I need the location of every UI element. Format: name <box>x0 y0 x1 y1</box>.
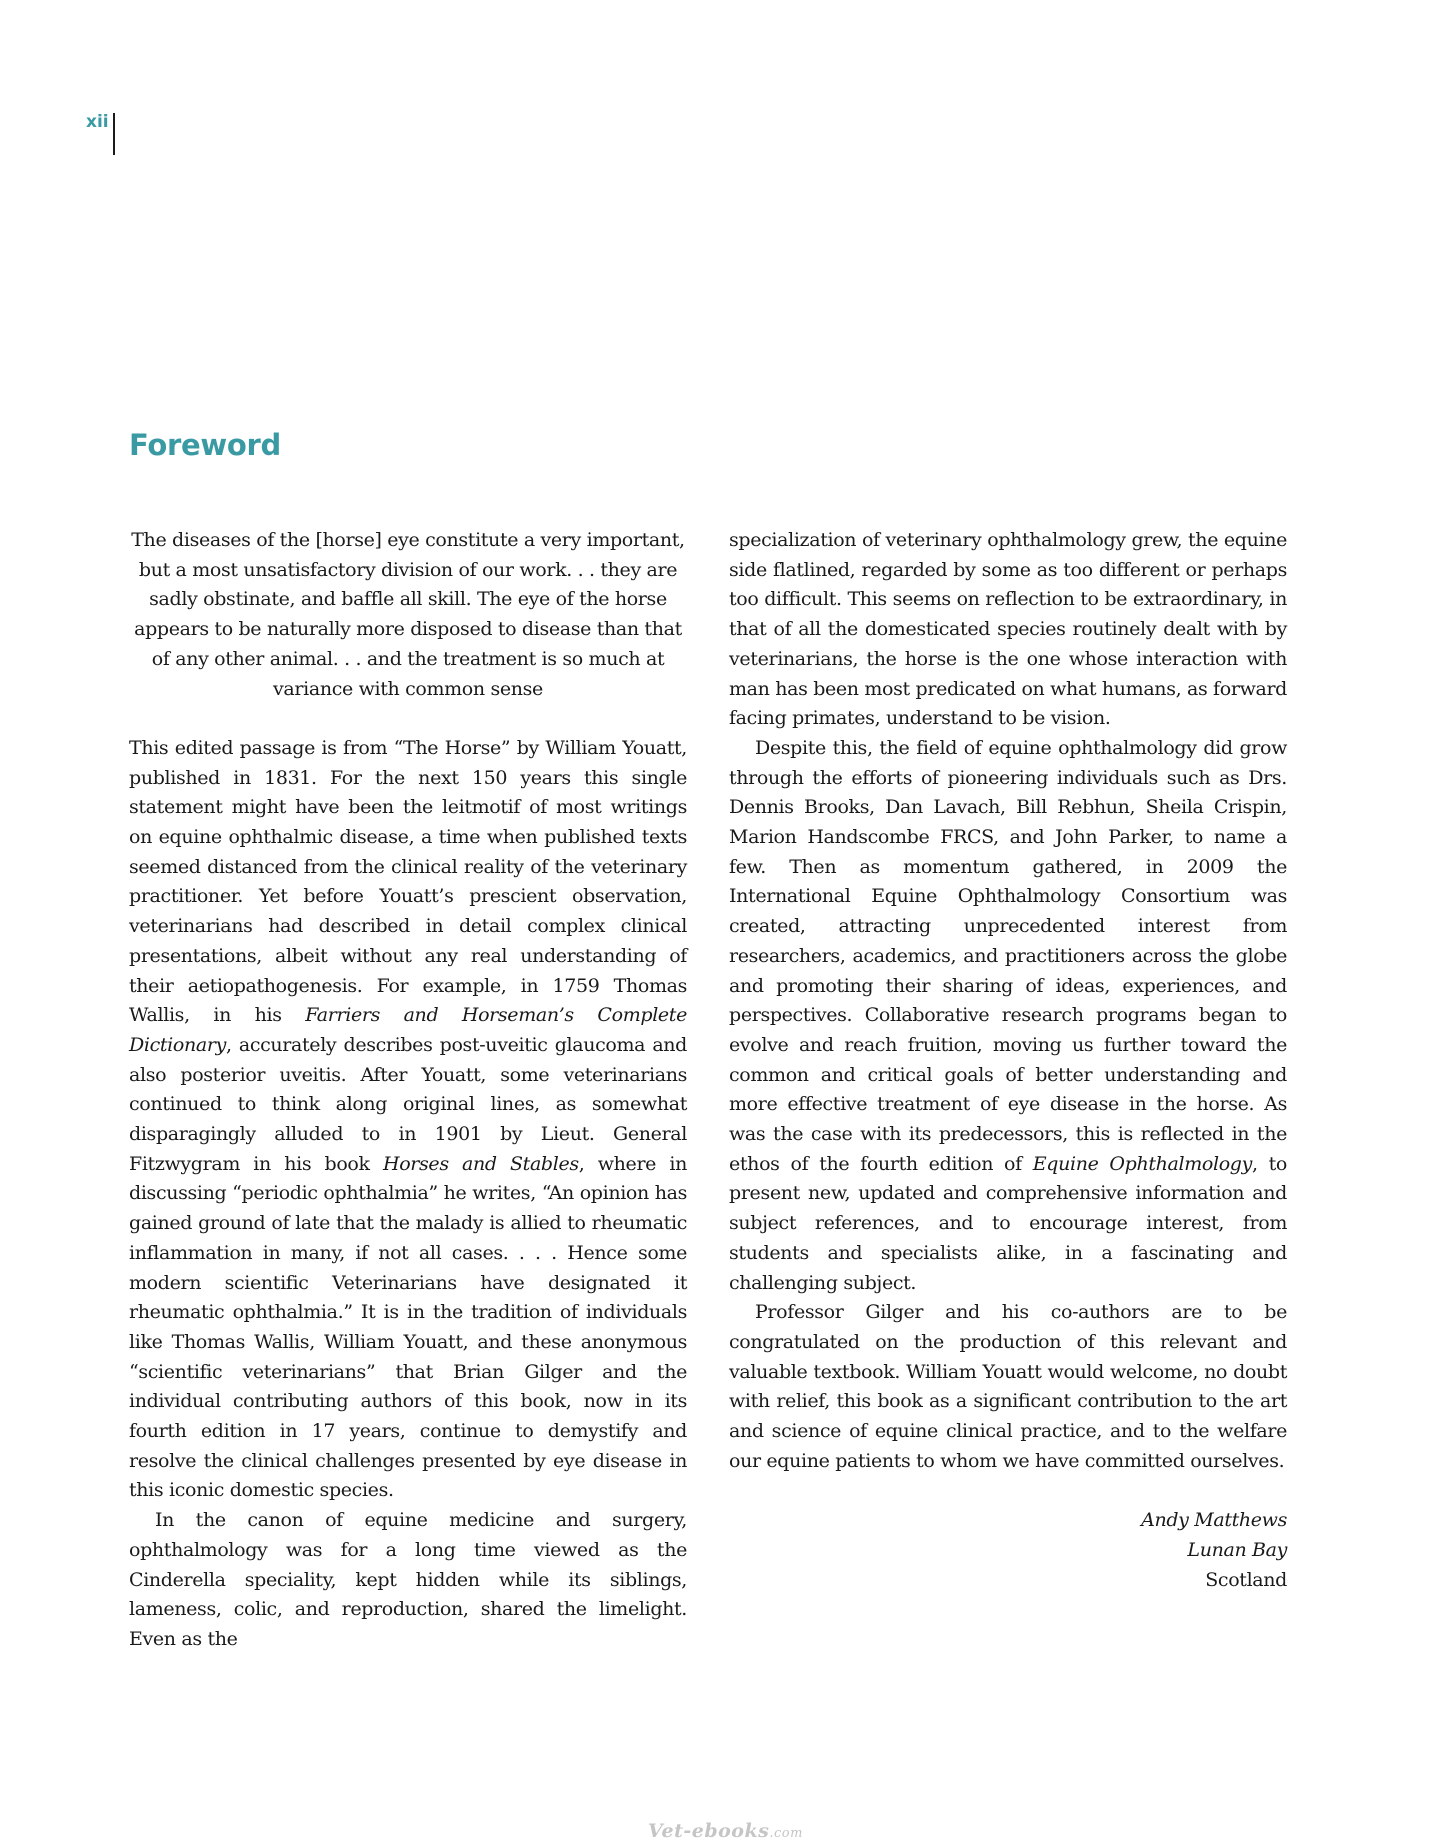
text-run: , where in discussing “periodic ophthalmia” he writes, “An opinion has gained ground of late that the malady is allied to rheumatic inflammation in many, if not all cases. . . . Hence some modern scientific Veterinarians have designated it rheumatic ophthalmia.” It is in the tradition of individuals like Thomas Wallis, William Youatt, and these anonymous “scientific veterinarians” that Brian Gilger and the individual contributing authors of this book, now in its fourth edition in 17 years, continue to demystify and resolve the clinical challenges presented by eye disease in this iconic domestic species. <box>129 1152 687 1502</box>
right-column <box>729 526 1287 1595</box>
paragraph <box>729 734 1287 1298</box>
author-name: Andy Matthews <box>1141 1509 1287 1532</box>
paragraph <box>129 734 687 1506</box>
author-country: Scotland <box>1205 1568 1287 1591</box>
text-run: This edited passage is from “The Horse” by William Youatt, published in 1831. For the next 150 years this single statement might have been the leitmotif of most writings on equine ophthalmic disease, a time when published texts seemed distanced from the clinical reality of the veterinary practitioner. Yet before Youatt’s prescient observation, veterinarians had described in detail complex clinical presentations, albeit without any real understanding of their aetiopathogenesis. For example, in 1759 Thomas Wallis, in his <box>129 736 687 1027</box>
watermark-text: Vet-ebooks <box>648 1820 770 1842</box>
page-number: xii <box>86 112 109 132</box>
page-number-rule <box>113 113 115 155</box>
author-location: Lunan Bay <box>1187 1538 1287 1561</box>
watermark-logo <box>648 1820 803 1842</box>
text-run: , to present new, updated and comprehensive information and subject references, and to encourage interest, from students and specialists alike, in a fascinating and challenging subject. <box>729 1152 1287 1294</box>
paragraph: specialization of veterinary ophthalmology grew, the equine side flatlined, regarded by some as too different or perhaps too difficult. This seems on reflection to be extraordinary, in that of all the domesticated species routinely dealt with by veterinarians, the horse is the one whose interaction with man has been most predicated on what humans, as forward facing primates, understand to be vision. <box>729 529 1287 730</box>
foreword-heading: Foreword <box>129 428 281 462</box>
left-column <box>129 526 687 1655</box>
text-run: , accurately describes post-uveitic glaucoma and also posterior uveitis. After Youatt, some veterinarians continued to think along original lines, as somewhat disparagingly alluded to in 1901 by Lieut. General Fitzwygram in his book <box>129 1033 687 1175</box>
epigraph-quote: The diseases of the [horse] eye constitute a very important, but a most unsatisfactory division of our work. . . they are sadly obstinate, and baffle all skill. The eye of the horse appears to be naturally more disposed to disease than that of any other animal. . . and the treatment is so much at variance with common sense <box>131 529 685 700</box>
text-run: Despite this, the field of equine ophthalmology did grow through the efforts of pioneering individuals such as Drs. Dennis Brooks, Dan Lavach, Bill Rebhun, Sheila Crispin, Marion Handscombe FRCS, and John Parker, to name a few. Then as momentum gathered, in 2009 the International Equine Ophthalmology Consortium was created, attracting unprecedented interest from researchers, academics, and practitioners across the globe and promoting their sharing of ideas, experiences, and perspectives. Collaborative research programs began to evolve and reach fruition, moving us further toward the common and critical goals of better understanding and more effective treatment of eye disease in the horse. As was the case with its predecessors, this is reflected in the ethos of the fourth edition of <box>729 736 1287 1175</box>
signature-block <box>729 1506 1287 1595</box>
watermark-suffix: .com <box>769 1826 803 1841</box>
book-title: Farriers and Horseman’s Complete Dictionary <box>129 1004 687 1056</box>
book-title: Equine Ophthalmology <box>1032 1152 1252 1175</box>
paragraph: In the canon of equine medicine and surgery, ophthalmology was for a long time viewed as the Cinderella speciality, kept hidden while its siblings, lameness, colic, and reproduction, shared the limelight. Even as the <box>129 1509 687 1650</box>
book-title: Horses and Stables <box>382 1152 579 1175</box>
paragraph: Professor Gilger and his co-authors are to be congratulated on the production of this relevant and valuable textbook. William Youatt would welcome, no doubt with relief, this book as a significant contribution to the art and science of equine clinical practice, and to the welfare our equine patients to whom we have committed ourselves. <box>729 1301 1287 1472</box>
